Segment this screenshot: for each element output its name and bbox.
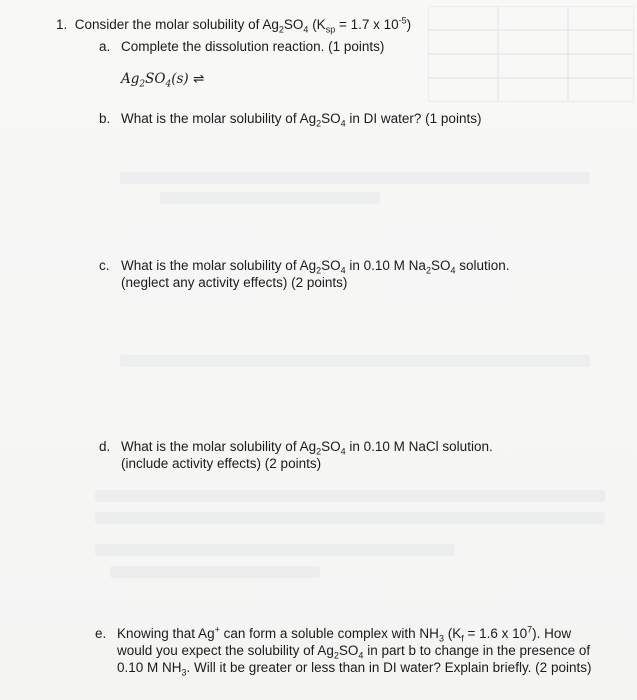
part-e-label: e. xyxy=(95,626,107,641)
part-e-prompt-line1: e. Knowing that Ag+ can form a soluble complex with $NH_3$ ($K_f = 1.6$ x $10^7$). How xyxy=(95,624,572,644)
question-number: 1. xyxy=(56,17,68,32)
part-c-note: (neglect any activity effects) (2 points) xyxy=(121,275,348,290)
bleed-through-line xyxy=(95,490,605,502)
part-d-label: d. xyxy=(99,439,111,454)
part-b-label: b. xyxy=(99,111,111,126)
part-c-prompt: c. What is the molar solubility of $Ag_2SO_4$ in 0.10 M $Na_2SO_4$ solution. xyxy=(99,258,510,276)
bleed-through-line xyxy=(120,172,590,184)
bleed-through-table xyxy=(428,6,634,102)
part-a-label: a. xyxy=(99,39,111,54)
part-a-prompt: a. Complete the dissolution reaction. (1 points) xyxy=(99,39,385,54)
equilibrium-arrows-icon: ⇌ xyxy=(192,71,205,87)
bleed-through-line xyxy=(120,355,590,367)
part-d-prompt: d. What is the molar solubility of $Ag_2SO_4$ in 0.10 M NaCl solution. xyxy=(99,439,493,457)
part-c-label: c. xyxy=(99,258,110,273)
question-1-text: 1. Consider the molar solubility of $Ag_2SO_4$ ($K_{sp} = 1.7$ x $10^{-5}$) xyxy=(56,15,412,35)
bleed-through-line xyxy=(110,566,320,578)
part-b-prompt: b. What is the molar solubility of $Ag_2SO_4$ in DI water? (1 points) xyxy=(99,111,482,129)
bleed-through-line xyxy=(95,512,605,524)
bleed-through-line xyxy=(95,544,455,556)
dissolution-equation: $Ag_2SO_4(s)$ ⇌ xyxy=(121,71,205,90)
bleed-through-line xyxy=(160,192,380,204)
part-e-prompt-line2: would you expect the solubility of $Ag_2SO_4$ in part b to change in the presence of xyxy=(117,643,591,661)
part-e-prompt-line3: 0.10 M $NH_3$. Will it be greater or less than in DI water? Explain briefly. (2 points) xyxy=(117,660,592,678)
part-d-note: (include activity effects) (2 points) xyxy=(121,456,322,471)
